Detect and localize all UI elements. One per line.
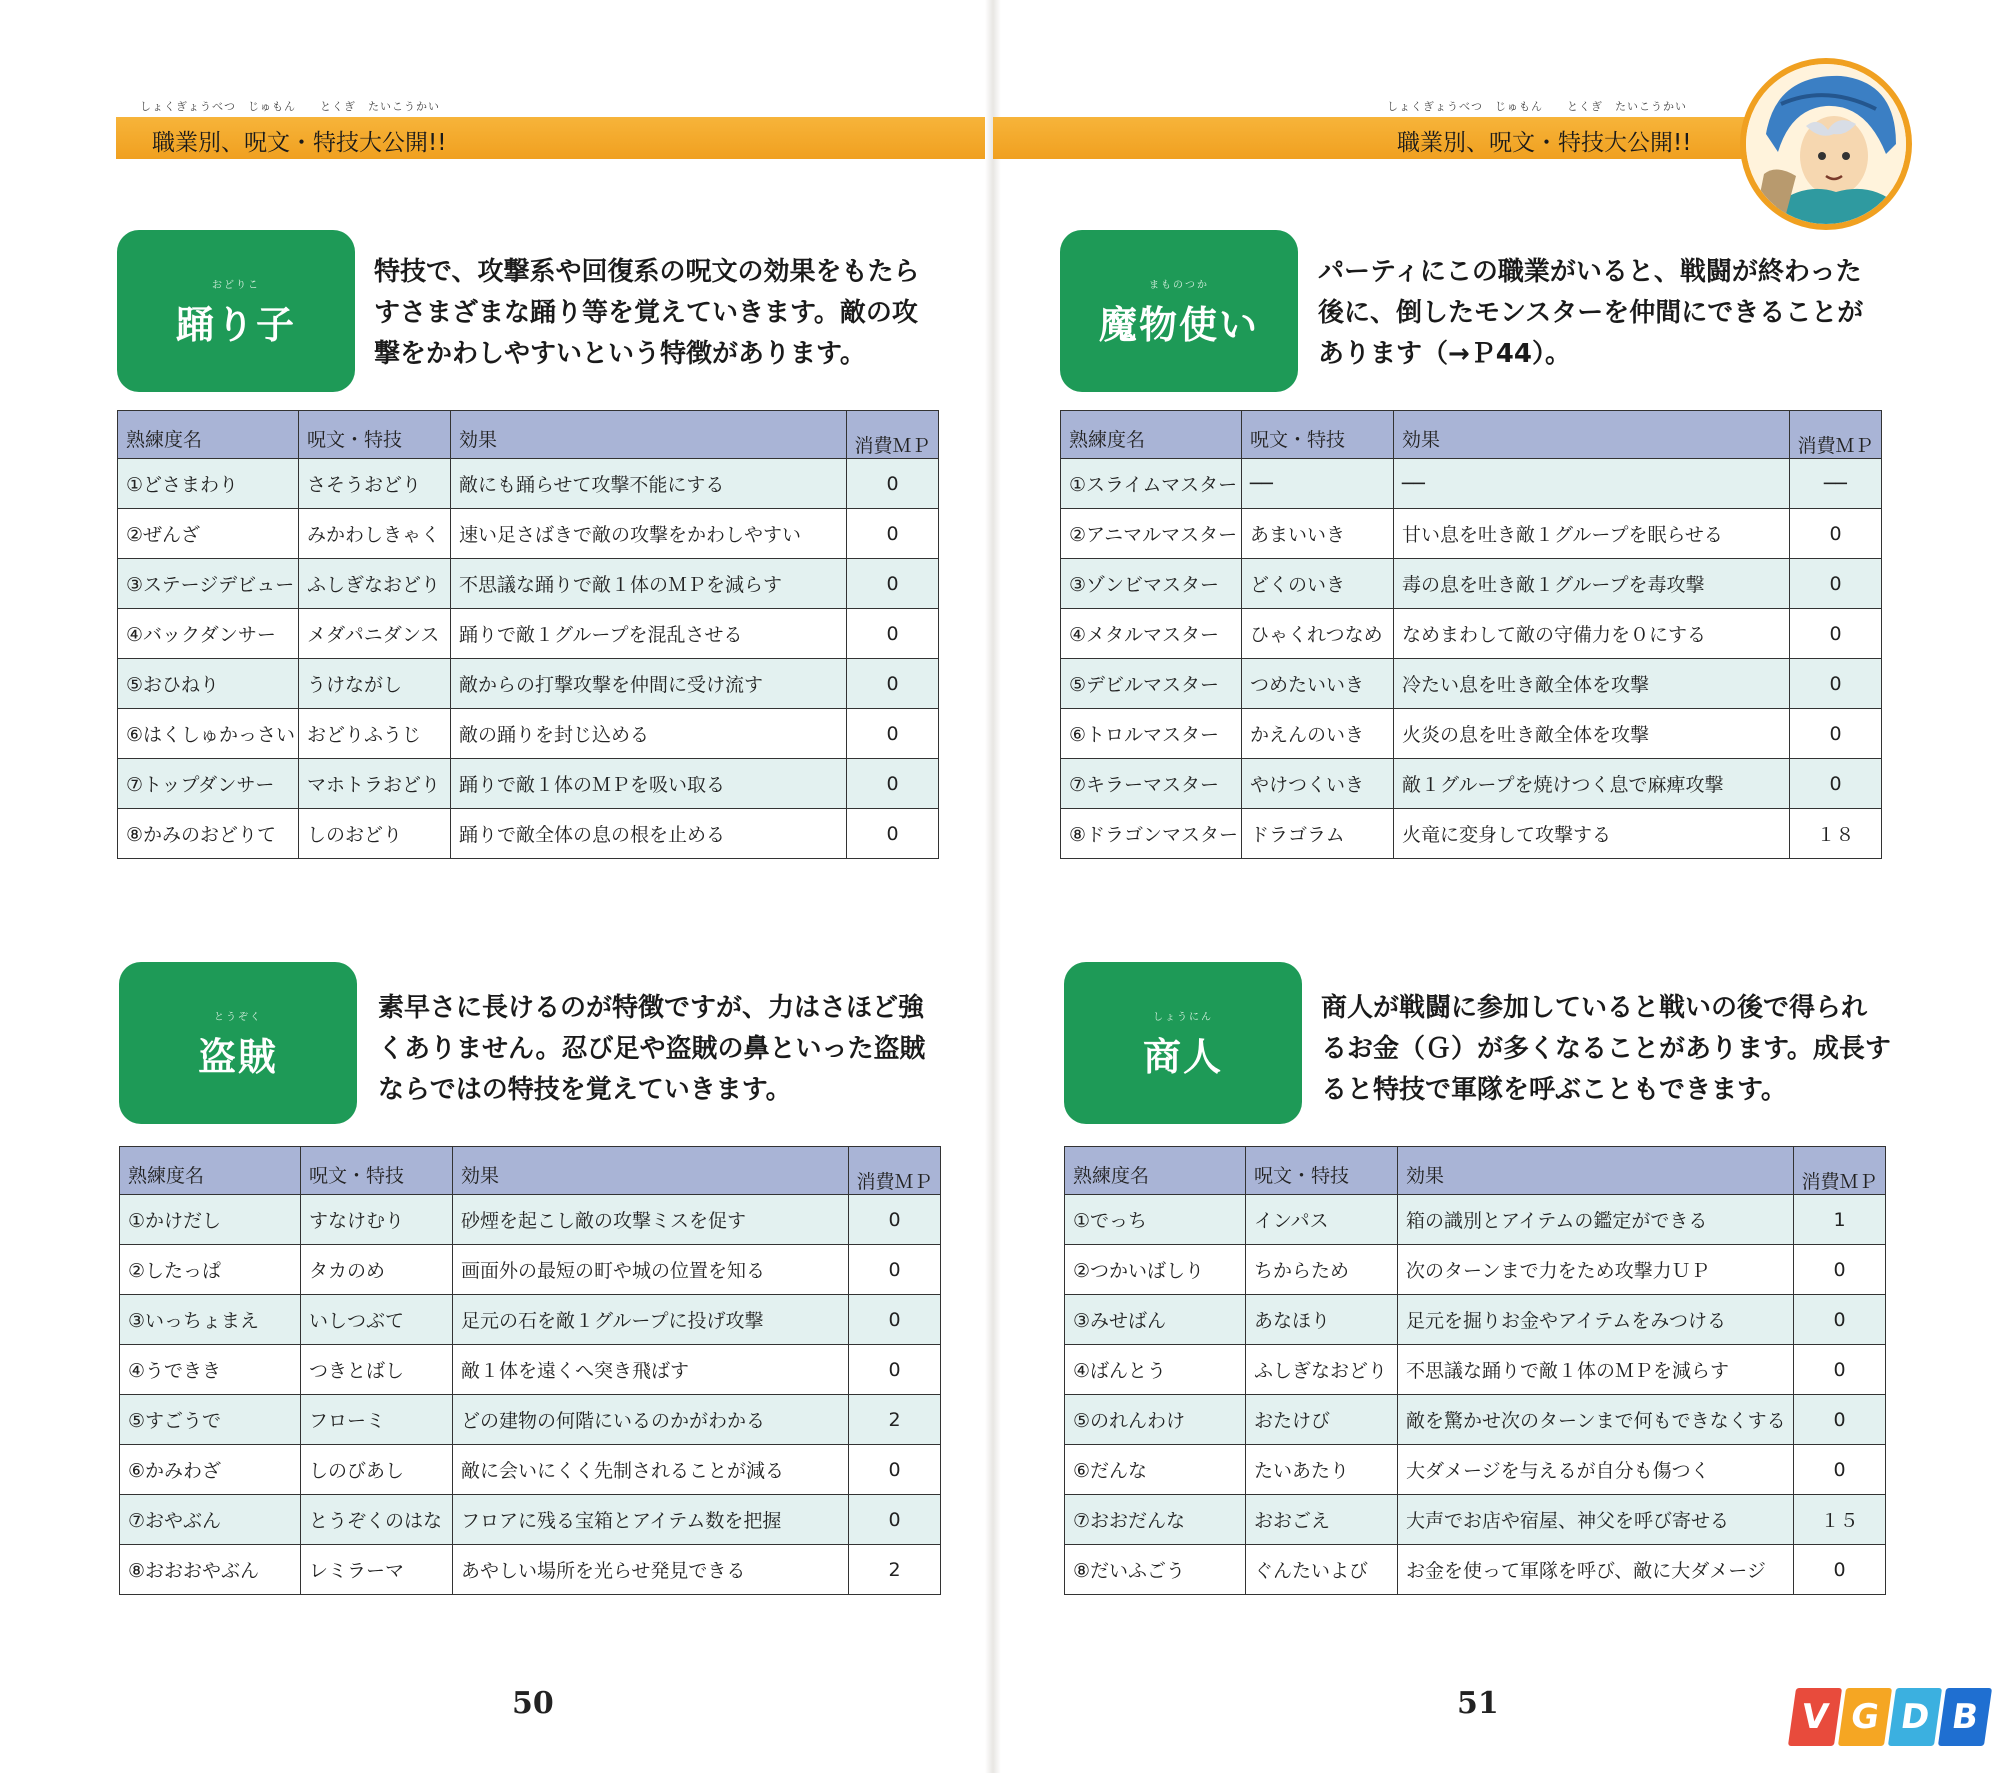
column-header-mp: 消費ＭＰ	[847, 411, 939, 459]
column-header-effect: 効果	[1394, 411, 1790, 459]
description-line: ならではの特技を覚えていきます。	[378, 1075, 792, 1105]
description-line: るお金（Ｇ）が多くなることがあります。成長す	[1321, 1034, 1891, 1064]
effect-cell: 大声でお店や宿屋、神父を呼び寄せる	[1398, 1495, 1794, 1545]
mp-cell: 0	[847, 759, 939, 809]
table-row	[1065, 1245, 1886, 1295]
effect-cell: 画面外の最短の町や城の位置を知る	[453, 1245, 849, 1295]
description-line: あります（→Ｐ44）。	[1318, 339, 1571, 369]
watermark-letter: V	[1788, 1688, 1842, 1746]
effect-cell: 次のターンまで力をため攻撃力ＵＰ	[1398, 1245, 1794, 1295]
skill-cell: どくのいき	[1242, 559, 1394, 609]
mp-cell: 0	[847, 709, 939, 759]
character-portrait	[1740, 58, 1912, 230]
effect-cell: 火炎の息を吐き敵全体を攻撃	[1394, 709, 1790, 759]
rank-cell: ②つかいばしり	[1065, 1245, 1246, 1295]
description-line: くありません。忍び足や盗賊の鼻といった盗賊	[378, 1034, 926, 1064]
mp-cell: 0	[847, 809, 939, 859]
rank-cell: ④バックダンサー	[118, 609, 299, 659]
table-row	[120, 1245, 941, 1295]
table-row	[1065, 1295, 1886, 1345]
rank-cell: ③みせばん	[1065, 1295, 1246, 1345]
column-header-effect: 効果	[451, 411, 847, 459]
table-row	[1061, 609, 1882, 659]
column-header-rank: 熟練度名	[120, 1147, 301, 1195]
skill-cell: やけつくいき	[1242, 759, 1394, 809]
mp-cell: 0	[849, 1245, 941, 1295]
skill-cell: おどりふうじ	[299, 709, 451, 759]
column-header-skill: 呪文・特技	[1242, 411, 1394, 459]
mp-cell: 0	[1794, 1345, 1886, 1395]
mp-cell: 0	[1790, 559, 1882, 609]
mp-cell: １８	[1790, 809, 1882, 859]
mp-cell: 0	[849, 1345, 941, 1395]
effect-cell: 箱の識別とアイテムの鑑定ができる	[1398, 1195, 1794, 1245]
effect-cell: 火竜に変身して攻撃する	[1394, 809, 1790, 859]
skill-cell: ふしぎなおどり	[1246, 1345, 1398, 1395]
rank-cell: ⑦キラーマスター	[1061, 759, 1242, 809]
mp-cell: 0	[849, 1495, 941, 1545]
job-furigana: とうぞく	[214, 1012, 262, 1023]
rank-cell: ⑦おおだんな	[1065, 1495, 1246, 1545]
mp-cell: 0	[847, 559, 939, 609]
skills-table-touzoku	[119, 1146, 941, 1595]
job-name: 盗賊	[197, 1035, 278, 1079]
job-furigana: まものつか	[1149, 280, 1209, 291]
column-header-effect: 効果	[453, 1147, 849, 1195]
skill-cell: ドラゴラム	[1242, 809, 1394, 859]
skill-cell: レミラーマ	[301, 1545, 453, 1595]
mp-cell: 0	[1790, 659, 1882, 709]
watermark-letter: G	[1838, 1688, 1892, 1746]
table-row	[1065, 1195, 1886, 1245]
rank-cell: ⑤のれんわけ	[1065, 1395, 1246, 1445]
skill-cell: ──	[1242, 459, 1394, 509]
job-box-shounin	[1064, 962, 1302, 1124]
header-title-left: 職業別、呪文・特技大公開!!	[152, 130, 447, 156]
mp-cell: 0	[1790, 609, 1882, 659]
effect-cell: 敵からの打撃攻撃を仲間に受け流す	[451, 659, 847, 709]
job-furigana: しょうにん	[1153, 1012, 1213, 1023]
rank-cell: ②したっぱ	[120, 1245, 301, 1295]
column-header-rank: 熟練度名	[1065, 1147, 1246, 1195]
table-row	[118, 709, 939, 759]
skill-cell: とうぞくのはな	[301, 1495, 453, 1545]
column-header-mp: 消費ＭＰ	[849, 1147, 941, 1195]
job-description	[374, 252, 919, 375]
job-description	[1321, 988, 1891, 1111]
table-row	[120, 1445, 941, 1495]
effect-cell: 大ダメージを与えるが自分も傷つく	[1398, 1445, 1794, 1495]
left-page	[0, 0, 993, 1773]
effect-cell: 踊りで敵１グループを混乱させる	[451, 609, 847, 659]
table-row	[1061, 709, 1882, 759]
rank-cell: ④メタルマスター	[1061, 609, 1242, 659]
skill-cell: ひゃくれつなめ	[1242, 609, 1394, 659]
skill-cell: しのびあし	[301, 1445, 453, 1495]
table-row	[1065, 1445, 1886, 1495]
effect-cell: あやしい場所を光らせ発見できる	[453, 1545, 849, 1595]
table-row	[1061, 559, 1882, 609]
job-description	[1318, 252, 1863, 375]
header-ruby-left: しょくぎょうべつ じゅもん とくぎ たいこうかい	[140, 100, 440, 113]
skill-cell: さそうおどり	[299, 459, 451, 509]
mp-cell: 2	[849, 1545, 941, 1595]
rank-cell: ⑧ドラゴンマスター	[1061, 809, 1242, 859]
column-header-effect: 効果	[1398, 1147, 1794, 1195]
rank-cell: ①どさまわり	[118, 459, 299, 509]
skills-table-odoriko	[117, 410, 939, 859]
column-header-skill: 呪文・特技	[299, 411, 451, 459]
rank-cell: ⑤すごうで	[120, 1395, 301, 1445]
rank-cell: ⑧だいふごう	[1065, 1545, 1246, 1595]
table-row	[1061, 809, 1882, 859]
effect-cell: 速い足さばきで敵の攻撃をかわしやすい	[451, 509, 847, 559]
skill-cell: つきとばし	[301, 1345, 453, 1395]
rank-cell: ⑥かみわざ	[120, 1445, 301, 1495]
table-row	[120, 1295, 941, 1345]
rank-cell: ④ばんとう	[1065, 1345, 1246, 1395]
effect-cell: 足元を掘りお金やアイテムをみつける	[1398, 1295, 1794, 1345]
rank-cell: ①スライムマスター	[1061, 459, 1242, 509]
skill-cell: つめたいいき	[1242, 659, 1394, 709]
mp-cell: 0	[849, 1445, 941, 1495]
skill-cell: いしつぶて	[301, 1295, 453, 1345]
effect-cell: 敵の踊りを封じ込める	[451, 709, 847, 759]
mp-cell: 0	[1794, 1395, 1886, 1445]
skill-cell: ちからため	[1246, 1245, 1398, 1295]
job-name: 踊り子	[175, 303, 296, 347]
mp-cell: 0	[847, 509, 939, 559]
description-line: 商人が戦闘に参加していると戦いの後で得られ	[1321, 993, 1868, 1023]
mp-cell: 0	[1794, 1545, 1886, 1595]
effect-cell: 敵にも踊らせて攻撃不能にする	[451, 459, 847, 509]
watermark-letter: D	[1888, 1688, 1942, 1746]
page-number-left: 50	[512, 1686, 554, 1721]
job-furigana: おどりこ	[212, 280, 260, 291]
page-number-right: 51	[1457, 1686, 1499, 1721]
rank-cell: ⑤デビルマスター	[1061, 659, 1242, 709]
skill-cell: タカのめ	[301, 1245, 453, 1295]
mp-cell: １５	[1794, 1495, 1886, 1545]
vgdb-watermark-logo	[1792, 1688, 1988, 1746]
description-line: 素早さに長けるのが特徴ですが、力はさほど強	[378, 993, 925, 1023]
rank-cell: ⑦トップダンサー	[118, 759, 299, 809]
effect-cell: 敵に会いにくく先制されることが減る	[453, 1445, 849, 1495]
effect-cell: フロアに残る宝箱とアイテム数を把握	[453, 1495, 849, 1545]
mp-cell: 0	[849, 1195, 941, 1245]
job-name: 商人	[1142, 1035, 1223, 1079]
skill-cell: みかわしきゃく	[299, 509, 451, 559]
column-header-skill: 呪文・特技	[301, 1147, 453, 1195]
mp-cell: 0	[847, 659, 939, 709]
effect-cell: 踊りで敵全体の息の根を止める	[451, 809, 847, 859]
mp-cell: 0	[1790, 759, 1882, 809]
skill-cell: おたけび	[1246, 1395, 1398, 1445]
description-line: 後に、倒したモンスターを仲間にできることが	[1318, 298, 1864, 328]
effect-cell: お金を使って軍隊を呼び、敵に大ダメージ	[1398, 1545, 1794, 1595]
description-line: パーティにこの職業がいると、戦闘が終わった	[1318, 257, 1862, 287]
column-header-mp: 消費ＭＰ	[1790, 411, 1882, 459]
header-bar-right	[993, 117, 1763, 159]
rank-cell: ④うできき	[120, 1345, 301, 1395]
skill-cell: うけながし	[299, 659, 451, 709]
table-row	[118, 609, 939, 659]
skill-cell: ぐんたいよび	[1246, 1545, 1398, 1595]
job-name: 魔物使い	[1098, 303, 1259, 347]
mp-cell: 2	[849, 1395, 941, 1445]
character-illustration-icon	[1746, 64, 1906, 224]
skill-cell: おおごえ	[1246, 1495, 1398, 1545]
mp-cell: 0	[1794, 1295, 1886, 1345]
job-box-mamono	[1060, 230, 1298, 392]
effect-cell: 敵を驚かせ次のターンまで何もできなくする	[1398, 1395, 1794, 1445]
skills-table-shounin	[1064, 1146, 1886, 1595]
table-row	[120, 1545, 941, 1595]
description-line: 撃をかわしやすいという特徴があります。	[374, 339, 866, 369]
table-row	[1065, 1495, 1886, 1545]
effect-cell: 冷たい息を吐き敵全体を攻撃	[1394, 659, 1790, 709]
mp-cell: 0	[849, 1295, 941, 1345]
effect-cell: ──	[1394, 459, 1790, 509]
header-ruby-right: しょくぎょうべつ じゅもん とくぎ たいこうかい	[1387, 100, 1687, 113]
skill-cell: ふしぎなおどり	[299, 559, 451, 609]
rank-cell: ③ステージデビュー	[118, 559, 299, 609]
skills-table-mamono	[1060, 410, 1882, 859]
table-row	[1065, 1395, 1886, 1445]
mp-cell: 0	[1794, 1445, 1886, 1495]
table-row	[1061, 659, 1882, 709]
table-row	[120, 1345, 941, 1395]
rank-cell: ⑦おやぶん	[120, 1495, 301, 1545]
table-row	[118, 659, 939, 709]
table-row	[118, 809, 939, 859]
rank-cell: ⑥はくしゅかっさい	[118, 709, 299, 759]
column-header-skill: 呪文・特技	[1246, 1147, 1398, 1195]
column-header-mp: 消費ＭＰ	[1794, 1147, 1886, 1195]
mp-cell: 0	[847, 609, 939, 659]
table-row	[1061, 759, 1882, 809]
job-box-touzoku	[119, 962, 357, 1124]
effect-cell: 不思議な踊りで敵１体のＭＰを減らす	[451, 559, 847, 609]
mp-cell: 0	[1790, 509, 1882, 559]
table-row	[118, 509, 939, 559]
description-line: ると特技で軍隊を呼ぶこともできます。	[1321, 1075, 1787, 1105]
rank-cell: ③いっちょまえ	[120, 1295, 301, 1345]
job-box-odoriko	[117, 230, 355, 392]
column-header-rank: 熟練度名	[1061, 411, 1242, 459]
skill-cell: かえんのいき	[1242, 709, 1394, 759]
description-line: 特技で、攻撃系や回復系の呪文の効果をもたら	[374, 257, 920, 287]
table-row	[118, 459, 939, 509]
mp-cell: 0	[1790, 709, 1882, 759]
mp-cell: ──	[1790, 459, 1882, 509]
table-row	[120, 1195, 941, 1245]
right-page	[993, 0, 2000, 1773]
rank-cell: ⑤おひねり	[118, 659, 299, 709]
table-row	[1061, 509, 1882, 559]
rank-cell: ①でっち	[1065, 1195, 1246, 1245]
effect-cell: 甘い息を吐き敵１グループを眠らせる	[1394, 509, 1790, 559]
mp-cell: 0	[847, 459, 939, 509]
effect-cell: 足元の石を敵１グループに投げ攻撃	[453, 1295, 849, 1345]
table-row	[120, 1495, 941, 1545]
job-description	[378, 988, 926, 1111]
effect-cell: 敵１体を遠くへ突き飛ばす	[453, 1345, 849, 1395]
table-row	[1065, 1345, 1886, 1395]
rank-cell: ②ぜんざ	[118, 509, 299, 559]
skill-cell: あなほり	[1246, 1295, 1398, 1345]
skill-cell: メダパニダンス	[299, 609, 451, 659]
skill-cell: あまいいき	[1242, 509, 1394, 559]
rank-cell: ①かけだし	[120, 1195, 301, 1245]
effect-cell: 不思議な踊りで敵１体のＭＰを減らす	[1398, 1345, 1794, 1395]
column-header-rank: 熟練度名	[118, 411, 299, 459]
header-title-right: 職業別、呪文・特技大公開!!	[1397, 130, 1692, 156]
rank-cell: ⑧おおおやぶん	[120, 1545, 301, 1595]
effect-cell: 踊りで敵１体のＭＰを吸い取る	[451, 759, 847, 809]
rank-cell: ⑥トロルマスター	[1061, 709, 1242, 759]
table-row	[1061, 459, 1882, 509]
skill-cell: すなけむり	[301, 1195, 453, 1245]
effect-cell: なめまわして敵の守備力を０にする	[1394, 609, 1790, 659]
mp-cell: 0	[1794, 1245, 1886, 1295]
skill-cell: マホトラおどり	[299, 759, 451, 809]
effect-cell: 敵１グループを焼けつく息で麻痺攻撃	[1394, 759, 1790, 809]
effect-cell: 毒の息を吐き敵１グループを毒攻撃	[1394, 559, 1790, 609]
table-row	[118, 559, 939, 609]
table-row	[120, 1395, 941, 1445]
rank-cell: ⑧かみのおどりて	[118, 809, 299, 859]
watermark-letter: B	[1938, 1688, 1992, 1746]
rank-cell: ②アニマルマスター	[1061, 509, 1242, 559]
rank-cell: ③ゾンビマスター	[1061, 559, 1242, 609]
header-bar-left	[116, 117, 993, 159]
mp-cell: 1	[1794, 1195, 1886, 1245]
description-line: すさまざまな踊り等を覚えていきます。敵の攻	[374, 298, 918, 328]
skill-cell: フローミ	[301, 1395, 453, 1445]
skill-cell: しのおどり	[299, 809, 451, 859]
effect-cell: どの建物の何階にいるのかがわかる	[453, 1395, 849, 1445]
rank-cell: ⑥だんな	[1065, 1445, 1246, 1495]
effect-cell: 砂煙を起こし敵の攻撃ミスを促す	[453, 1195, 849, 1245]
skill-cell: インパス	[1246, 1195, 1398, 1245]
table-row	[1065, 1545, 1886, 1595]
table-row	[118, 759, 939, 809]
skill-cell: たいあたり	[1246, 1445, 1398, 1495]
